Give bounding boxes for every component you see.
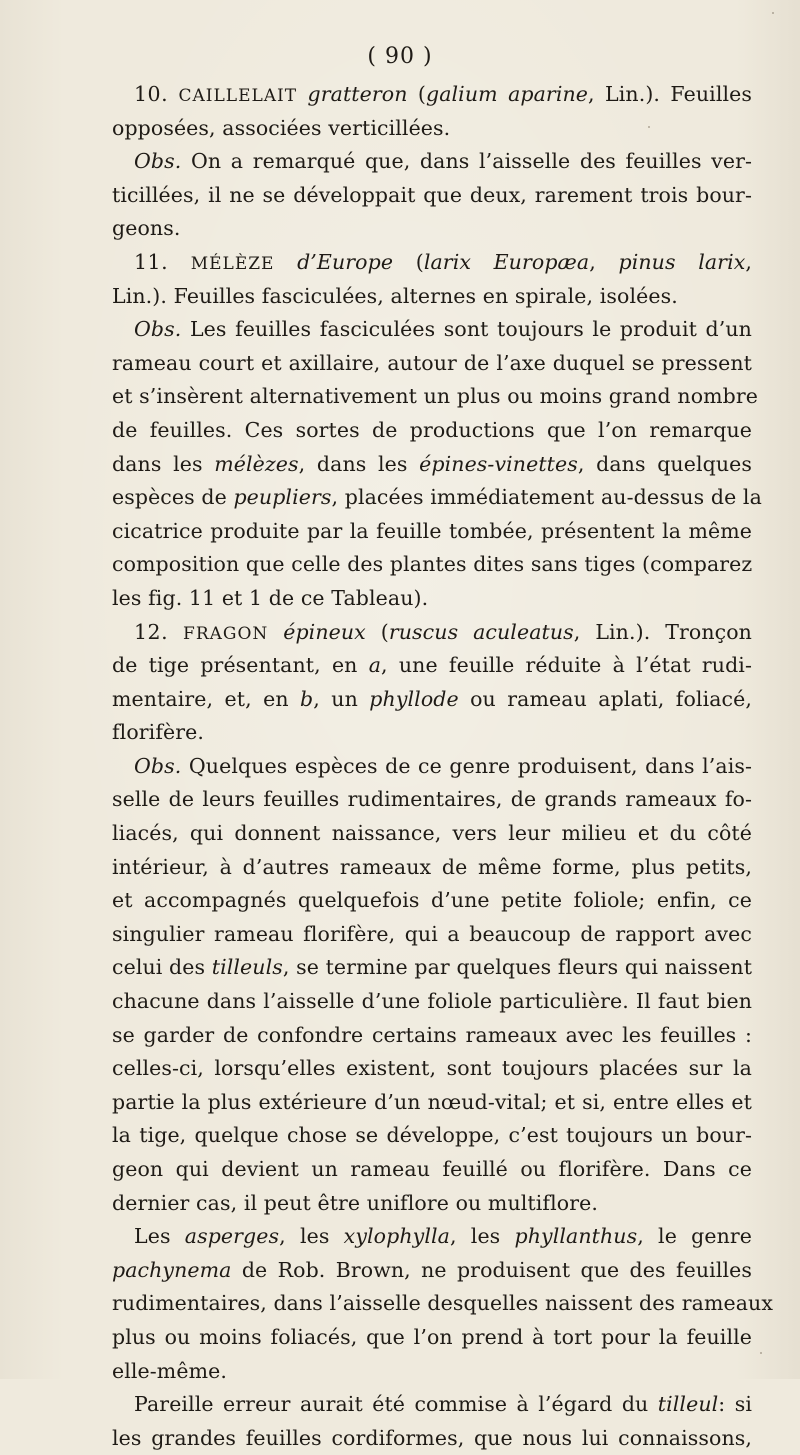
text-line (112, 649, 752, 683)
text-span: On a remarqué que, dans l’aisselle des feuilles ver- (181, 149, 752, 174)
text-span: , se termine par quelques fleurs qui naissent (282, 955, 753, 980)
text-span: : si (718, 1392, 752, 1417)
text-line (112, 313, 752, 347)
entry-number: 12. (134, 619, 169, 644)
text-line: ticillées, il ne se développait que deux, rarement trois bour- (112, 182, 752, 207)
text-line (112, 145, 752, 179)
text-line (112, 750, 752, 784)
text-span: ( (365, 619, 389, 644)
text-line: et accompagnés quelquefois d’une petite foliole; enfin, ce (112, 888, 752, 913)
latin-name: ruscus aculeatus (388, 619, 574, 644)
text-line: rameau court et axillaire, autour de l’axe duquel se pressent (112, 350, 752, 375)
text-span: de Rob. Brown, ne produisent que des feuilles (231, 1257, 752, 1282)
entry-name: FRAGON (183, 623, 269, 644)
figure-letter: b (300, 686, 314, 711)
text-line: et s’insèrent alternativement un plus ou moins grand nombre (112, 384, 759, 409)
text-span: celui des (112, 955, 212, 980)
text-line: composition que celle des plantes dites sans tiges (comparez (112, 552, 753, 577)
text-span: , une feuille réduite à l’état rudi- (381, 653, 752, 678)
entry-12-heading (112, 616, 752, 650)
text-span: ( (407, 82, 426, 106)
italic-term: tilleuls (211, 955, 283, 980)
text-line: liacés, qui donnent naissance, vers leur milieu et du côté (112, 821, 752, 846)
text-span: dans les (112, 451, 215, 476)
text-line (112, 1254, 752, 1288)
latin-name: pinus larix (618, 249, 746, 274)
text-line: geons. (112, 216, 181, 241)
text-span: Les feuilles fasciculées sont toujours le produit d’un (181, 317, 752, 342)
text-line: les fig. 11 et 1 de ce Tableau). (112, 585, 429, 610)
text-line: les grandes feuilles cordiformes, que nous lui connaissons, (112, 1425, 752, 1450)
paper-speck (648, 126, 650, 128)
text-span: , les (449, 1224, 515, 1249)
text-line (112, 951, 752, 985)
latin-name: galium aparine (425, 82, 589, 106)
figure-letter: a (368, 653, 382, 678)
text-span: ( (393, 249, 424, 274)
text-span: Quelques espèces de ce genre produisent, dans l’ais- (181, 753, 752, 778)
text-line: se garder de confondre certains rameaux avec les feuilles : (112, 1022, 752, 1047)
text-span: , (745, 249, 753, 274)
text-line: plus ou moins foliacés, que l’on prend à tort pour la feuille (112, 1324, 752, 1349)
text-span: Pareille erreur aurait été commise à l’égard du (134, 1392, 658, 1417)
text-span: , dans les (298, 451, 420, 476)
text-span: espèces de (112, 485, 234, 510)
species-common-name: épineux (283, 619, 366, 644)
italic-term: xylophylla (343, 1224, 450, 1249)
italic-term: asperges (184, 1224, 280, 1249)
text-line: Lin.). Feuilles fasciculées, alternes en spirale, isolées. (112, 283, 678, 308)
entry-11-heading (112, 246, 752, 280)
text-span: de tige présentant, en (112, 653, 369, 678)
text-span: , (589, 249, 619, 274)
paper-speck (772, 12, 774, 14)
text-line: la tige, quelque chose se développe, c’est toujours un bour- (112, 1123, 752, 1148)
text-line: chacune dans l’aisselle d’une foliole particulière. Il faut bien (112, 989, 752, 1014)
text-span: ou rameau aplati, foliacé, (458, 686, 752, 711)
italic-term: tilleul (657, 1392, 719, 1417)
obs-label: Obs. (134, 149, 182, 174)
italic-term: épines-vinettes (419, 451, 578, 476)
text-span: , les (279, 1224, 344, 1249)
paper-speck (760, 1352, 762, 1354)
entry-10-heading (112, 78, 752, 112)
text-line (112, 481, 762, 515)
italic-term: mélèzes (214, 451, 299, 476)
text-line: elle-même. (112, 1358, 227, 1383)
page-number: ( 90 ) (367, 44, 433, 69)
entry-name: CAILLELAIT (178, 86, 298, 106)
entry-number: 11. (134, 249, 169, 274)
italic-term: peupliers (233, 485, 332, 510)
italic-term: pachynema (112, 1257, 232, 1282)
text-span: , le genre (637, 1224, 753, 1249)
text-line: de feuilles. Ces sortes de productions que l’on remarque (112, 417, 752, 442)
text-line: florifère. (112, 720, 205, 745)
entry-number: 10. (134, 82, 169, 106)
text-line: celles-ci, lorsqu’elles existent, sont toujours placées sur la (112, 1056, 752, 1081)
species-common-name: d’Europe (297, 249, 394, 274)
obs-label: Obs. (134, 317, 182, 342)
text-line (112, 683, 752, 717)
species-common-name: gratteron (307, 82, 408, 106)
obs-label: Obs. (134, 753, 182, 778)
text-line: rudimentaires, dans l’aisselle desquelles naissent des rameaux (112, 1291, 774, 1316)
text-line: cicatrice produite par la feuille tombée, présentent la même (112, 518, 752, 543)
text-span: Les (134, 1224, 185, 1249)
text-line (112, 448, 752, 482)
text-line (112, 1388, 752, 1422)
italic-term: phyllode (369, 686, 459, 711)
text-span: , un (313, 686, 370, 711)
page-body (112, 78, 774, 1455)
text-line: geon qui devient un rameau feuillé ou florifère. Dans ce (112, 1157, 752, 1181)
text-line: opposées, associées verticillées. (112, 115, 451, 140)
text-span: , Lin.). Tronçon (573, 619, 752, 644)
text-line: dernier cas, il peut être uniflore ou multiflore. (112, 1190, 598, 1215)
text-line: selle de leurs feuilles rudimentaires, de grands rameaux fo- (112, 787, 752, 812)
italic-term: phyllanthus (514, 1224, 638, 1249)
text-line: partie la plus extérieure d’un nœud-vital; et si, entre elles et (112, 1089, 752, 1114)
text-span: , Lin.). Feuilles (588, 82, 752, 106)
text-line: singulier rameau florifère, qui a beaucoup de rapport avec (112, 921, 752, 946)
text-line (112, 1220, 752, 1254)
latin-name: larix Europæa (423, 249, 590, 274)
text-span: , placées immédiatement au-dessus de la (331, 485, 762, 510)
entry-name: MÉLÈZE (190, 253, 275, 274)
text-span: mentaire, et, en (112, 686, 301, 711)
text-line: intérieur, à d’autres rameaux de même forme, plus petits, (112, 854, 752, 879)
text-span: , dans quelques (577, 451, 752, 476)
